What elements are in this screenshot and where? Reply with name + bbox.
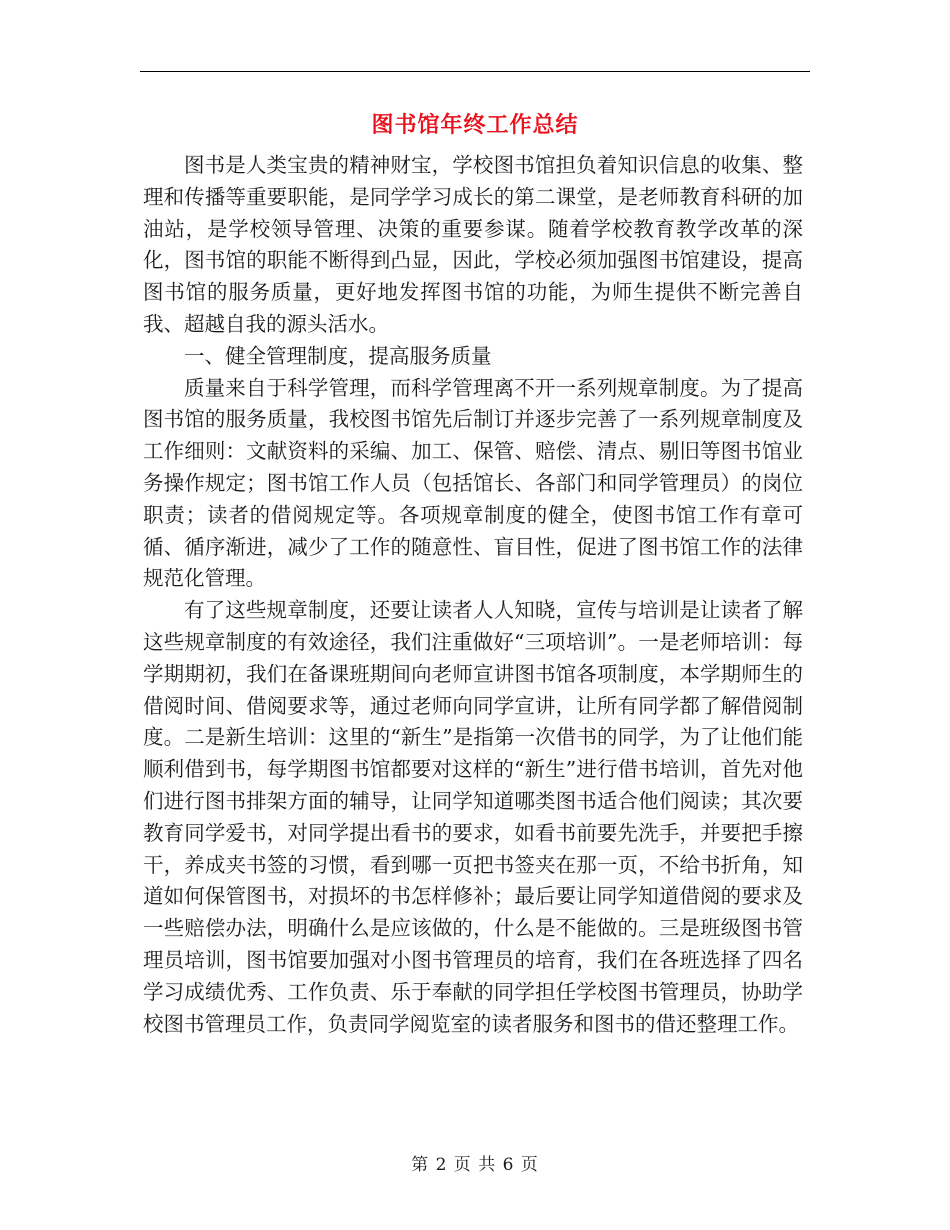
header-rule	[140, 71, 810, 72]
document-title: 图书馆年终工作总结	[371, 112, 579, 138]
training-paragraph: 有了这些规章制度，还要让读者人人知晓，宣传与培训是让读者了解这些规章制度的有效途径，我们注重做好“三项培训”。一是老师培训：每学期期初，我们在备课班期间向老师宣讲图书馆各项制度，本学期师生的借阅时间、借阅要求等，通过老师向同学宣讲，让所有同学都了解借阅制度。二是新生培训：这里的“新生”是指第一次借书的同学，为了让他们能顺利借到书，每学期图书馆都要对这样的“新生”进行借书培训，首先对他们进行图书排架方面的辅导，让同学知道哪类图书适合他们阅读；其次要教育同学爱书，对同学提出看书的要求，如看书前要先洗手，并要把手擦干，养成夹书签的习惯，看到哪一页把书签夹在那一页，不给书折角，知道如何保管图书，对损坏的书怎样修补；最后要让同学知道借阅的要求及一些赔偿办法，明确什么是应该做的，什么是不能做的。三是班级图书管理员培训，图书馆要加强对小图书管理员的培育，我们在各班选择了四名学习成绩优秀、工作负责、乐于奉献的同学担任学校图书管理员，协助学校图书管理员工作，负责同学阅览室的读者服务和图书的借还整理工作。	[143, 598, 803, 1036]
intro-paragraph: 图书是人类宝贵的精神财宝，学校图书馆担负着知识信息的收集、整理和传播等重要职能，是同学学习成长的第二课堂，是老师教育科研的加油站，是学校领导管理、决策的重要参谋。随着学校教育教学改革的深化，图书馆的职能不断得到凸显，因此，学校必须加强图书馆建设，提高图书馆的服务质量，更好地发挥图书馆的功能，为师生提供不断完善自我、超越自我的源头活水。	[143, 153, 803, 336]
page-number: 第 2 页 共 6 页	[411, 1155, 539, 1175]
document-body	[143, 150, 803, 1040]
section-heading: 一、健全管理制度，提高服务质量	[184, 343, 492, 368]
management-paragraph: 质量来自于科学管理，而科学管理离不开一系列规章制度。为了提高图书馆的服务质量，我校图书馆先后制订并逐步完善了一系列规章制度及工作细则：文献资料的采编、加工、保管、赔偿、清点、剔旧等图书馆业务操作规定；图书馆工作人员（包括馆长、各部门和同学管理员）的岗位职责；读者的借阅规定等。各项规章制度的健全，使图书馆工作有章可循、循序渐进，减少了工作的随意性、盲目性，促进了图书馆工作的法律规范化管理。	[143, 375, 803, 591]
